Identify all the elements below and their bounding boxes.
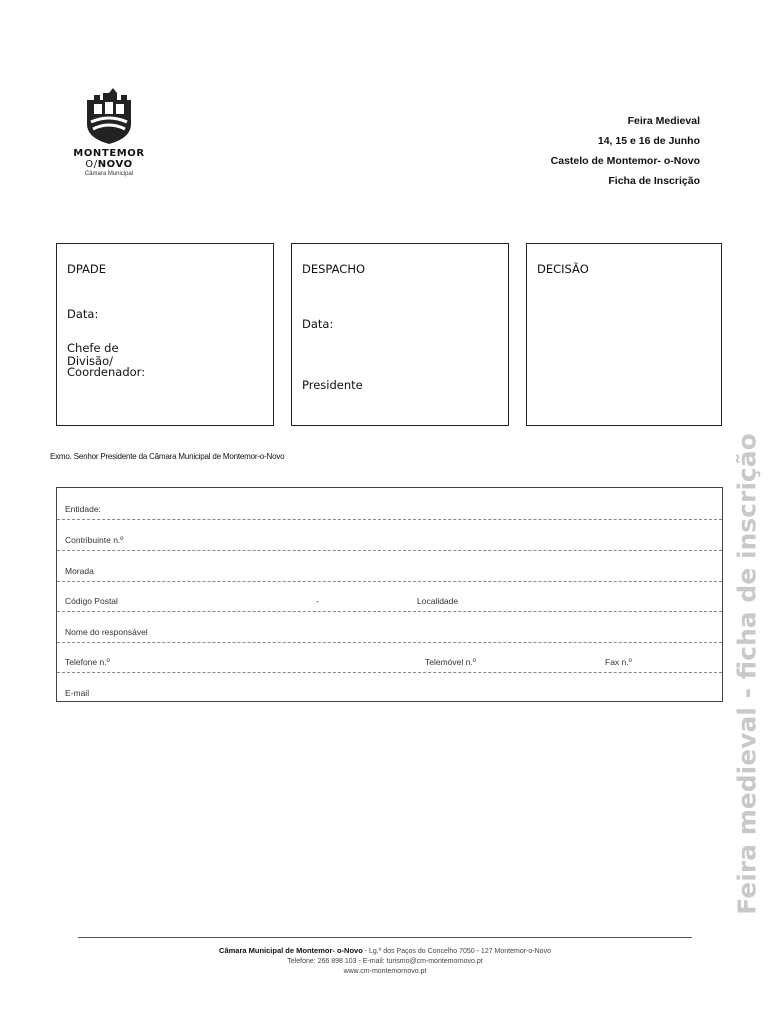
footer-address [78, 946, 692, 957]
contribuinte-field[interactable] [57, 519, 722, 551]
footer-org: Câmara Municipal de Montemor- o-Novo [219, 946, 363, 955]
dpade-title: DPADE [67, 262, 107, 276]
form-title: Ficha de Inscrição [608, 175, 700, 187]
decisao-title: DECISÃO [537, 262, 589, 276]
codigo-postal-label: Código Postal [65, 596, 118, 606]
localidade-label: Localidade [417, 596, 459, 606]
responsavel-field[interactable] [57, 611, 722, 643]
footer-contacts: Telefone: 266 898 103 - E-mail: turismo@cm-montemornovo.pt [287, 958, 483, 965]
entidade-label: Entidade: [65, 504, 101, 514]
decisao-box [526, 243, 722, 426]
event-venue: Castelo de Montemor- o-Novo [550, 155, 700, 167]
responsavel-label: Nome do responsável [65, 627, 148, 637]
dpade-signer-line3: Coordenador: [67, 365, 146, 379]
despacho-date-label: Data: [302, 317, 334, 331]
castle-shield-icon [83, 86, 135, 146]
morada-field[interactable] [57, 550, 722, 582]
dpade-signer-line2: Divisão/ [67, 354, 113, 368]
registration-form [56, 487, 723, 702]
fax-label: Fax n.º [605, 657, 632, 667]
event-header [551, 111, 700, 191]
logo-text-montemor: MONTEMOR [73, 148, 145, 159]
footer-address-text: - Lg.º dos Paços do Concelho 7050 - 127 Montemor-o-Novo [362, 948, 551, 955]
municipal-logo [66, 86, 152, 178]
contribuinte-label: Contribuinte n.º [65, 535, 124, 545]
telefone-field[interactable] [57, 641, 722, 673]
side-watermark-text: Feira medieval - ficha de inscrição [732, 433, 762, 915]
entidade-field[interactable] [57, 488, 722, 520]
despacho-box [291, 243, 509, 426]
dpade-date-label: Data: [67, 307, 99, 321]
dpade-box [56, 243, 274, 426]
despacho-signer: Presidente [302, 378, 363, 392]
codigo-postal-field[interactable] [57, 580, 722, 612]
event-title: Feira Medieval [627, 115, 700, 127]
dpade-signer-line1: Chefe de [67, 341, 119, 355]
email-label: E-mail [65, 688, 90, 698]
codigo-postal-separator: - [316, 596, 319, 606]
footer-website[interactable]: www.cm-montemornovo.pt [343, 968, 427, 975]
salutation: Exmo. Senhor Presidente da Câmara Municipal de Montemor-o-Novo [50, 452, 285, 461]
footer-divider [78, 937, 692, 938]
telemovel-label: Telemóvel n.º [425, 657, 476, 667]
email-field[interactable] [57, 672, 722, 703]
morada-label: Morada [65, 566, 94, 576]
event-dates: 14, 15 e 16 de Junho [597, 135, 700, 147]
logo-text-camara: Câmara Municipal [84, 171, 134, 177]
despacho-title: DESPACHO [302, 262, 366, 276]
telefone-label: Telefone n.º [65, 657, 110, 667]
logo-text-novo: O/NOVO [85, 159, 133, 170]
